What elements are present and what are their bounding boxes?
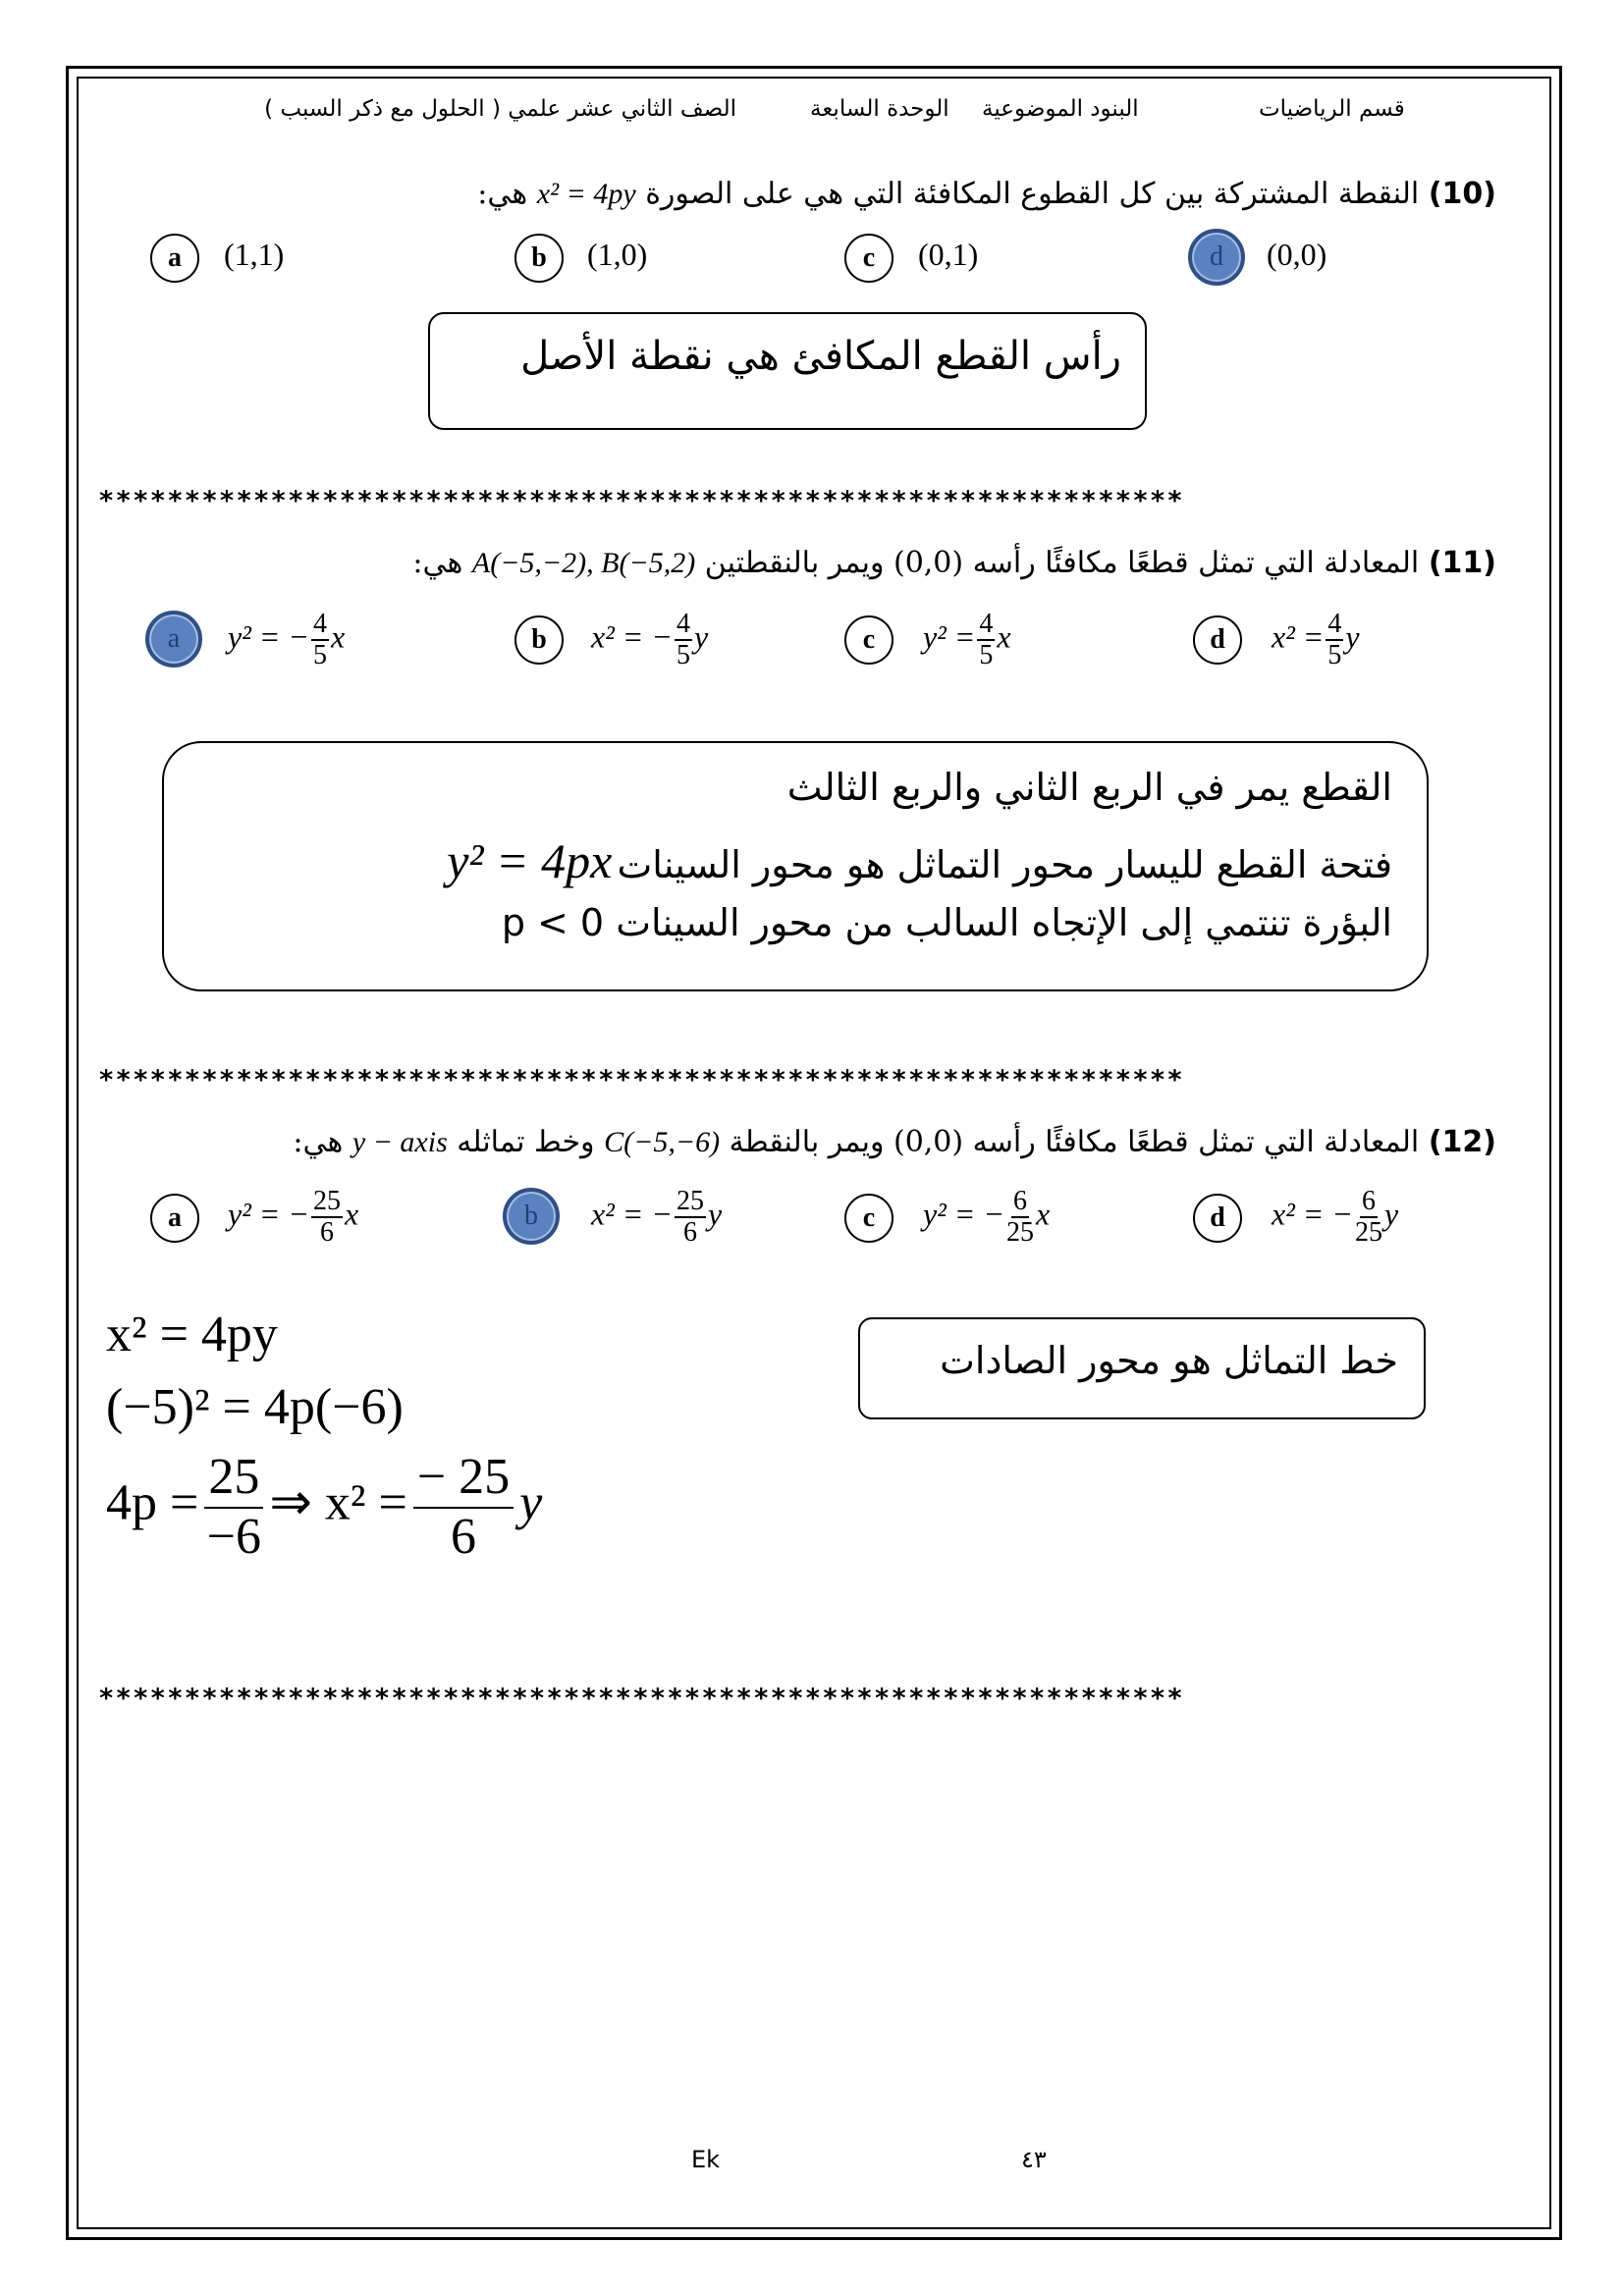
eq-lhs: y² = − xyxy=(228,618,309,655)
eq-var: y xyxy=(1383,1196,1399,1232)
eq-var: y xyxy=(707,1196,723,1232)
option-c-circle[interactable]: c xyxy=(844,615,893,665)
header-grade-note xyxy=(226,96,736,122)
eq-var: y xyxy=(1345,618,1360,655)
question-tail: هي: xyxy=(412,546,463,580)
option-d-equation xyxy=(1272,611,1360,669)
separator-2: *************************************************************** xyxy=(98,1065,1184,1095)
option-a-circle-selected[interactable]: a xyxy=(145,611,202,667)
option-d-value: (0,0) xyxy=(1267,237,1327,272)
question-point: C(−5,−6) xyxy=(604,1126,721,1158)
question-axis: y − axis xyxy=(352,1126,448,1158)
option-b-equation xyxy=(591,1188,722,1247)
option-d-circle[interactable]: d xyxy=(1193,615,1242,665)
option-d-equation xyxy=(1272,1188,1398,1247)
frac-den: 5 xyxy=(979,640,994,670)
eq-lhs: x² = − xyxy=(591,618,673,655)
frac-den: 6 xyxy=(682,1217,697,1248)
question-text: النقطة المشتركة بين كل القطوع المكافئة التي هي على الصورة xyxy=(645,177,1420,211)
option-a-value: (1,1) xyxy=(224,237,285,272)
frac-num: 25 xyxy=(312,1186,341,1216)
frac-num: 4 xyxy=(1327,609,1342,639)
question-text2: وخط تماثله xyxy=(457,1125,595,1159)
eq-lhs: x² = − xyxy=(1272,1196,1353,1232)
question-number: (11) xyxy=(1428,546,1496,580)
frac-num: 4 xyxy=(676,609,690,639)
question-tail: هي: xyxy=(293,1125,344,1159)
frac-num: 6 xyxy=(1361,1186,1376,1216)
eq-lhs: x² = xyxy=(1272,618,1325,655)
option-c-circle[interactable]: c xyxy=(844,234,893,283)
work-frac2-num: − 25 xyxy=(413,1451,514,1509)
work-line3-var: y xyxy=(519,1474,543,1531)
option-a-equation xyxy=(228,611,345,669)
option-c-equation xyxy=(923,611,1011,669)
question-11 xyxy=(412,546,1496,580)
explanation-12-text: خط التماثل هو محور الصادات xyxy=(940,1339,1398,1382)
option-c-equation xyxy=(923,1188,1050,1247)
option-a-circle[interactable]: a xyxy=(150,234,199,283)
header-items: البنود الموضوعية xyxy=(982,96,1139,122)
work-line-3 xyxy=(106,1451,542,1564)
header-department: قسم الرياضيات xyxy=(1259,96,1405,122)
header-note: ( الحلول مع ذكر السبب ) xyxy=(264,96,501,122)
work-frac1-num: 25 xyxy=(204,1451,263,1509)
explanation-11-line1: القطع يمر في الربع الثاني والربع الثالث xyxy=(786,766,1392,809)
option-b-equation xyxy=(591,611,708,669)
frac-num: 6 xyxy=(1012,1186,1027,1216)
eq-var: x xyxy=(997,618,1011,655)
eq-var: x xyxy=(344,1196,359,1232)
option-b-circle[interactable]: b xyxy=(514,234,564,283)
question-text: المعادلة التي تمثل قطعًا مكافئًا رأسه (0,0) ويمر بالنقطتين xyxy=(704,546,1420,580)
eq-var: x xyxy=(330,618,346,655)
question-tail: هي: xyxy=(477,177,528,211)
eq-var: x xyxy=(1035,1196,1051,1232)
work-frac2-den: 6 xyxy=(450,1508,476,1565)
frac-den: 5 xyxy=(676,640,690,670)
footer-left: Ek xyxy=(691,2146,721,2173)
eq-lhs: x² = − xyxy=(591,1196,673,1232)
explanation-11-line3: البؤرة تنتمي إلى الإتجاه السالب من محور السينات p < 0 xyxy=(501,901,1392,944)
frac-num: 25 xyxy=(676,1186,704,1216)
option-b-circle[interactable]: b xyxy=(514,615,564,665)
eq-lhs: y² = xyxy=(923,618,976,655)
option-d-circle[interactable]: d xyxy=(1193,1194,1242,1243)
page-number: ٤٣ xyxy=(1021,2146,1047,2173)
question-equation: x² = 4py xyxy=(536,178,636,210)
explanation-11-line2-eq: y² = 4px xyxy=(447,833,613,888)
explanation-10-text: رأس القطع المكافئ هي نقطة الأصل xyxy=(520,334,1121,379)
work-line-1: x² = 4py xyxy=(106,1307,278,1362)
frac-den: 25 xyxy=(1005,1217,1034,1248)
option-d-circle-selected[interactable]: d xyxy=(1188,229,1245,286)
eq-lhs: y² = − xyxy=(228,1196,309,1232)
question-number: (10) xyxy=(1428,177,1496,211)
option-c-value: (0,1) xyxy=(918,237,979,272)
work-line3-mid: ⇒ x² = xyxy=(269,1474,407,1531)
question-number: (12) xyxy=(1428,1125,1496,1159)
frac-den: 5 xyxy=(1327,640,1342,670)
explanation-11-line2 xyxy=(447,832,1392,889)
header-grade: الصف الثاني عشر علمي xyxy=(508,96,736,122)
eq-lhs: y² = − xyxy=(923,1196,1004,1232)
option-b-value: (1,0) xyxy=(587,237,648,272)
option-a-circle[interactable]: a xyxy=(150,1194,199,1243)
frac-den: 5 xyxy=(312,640,327,670)
separator-1: *************************************************************** xyxy=(98,486,1184,516)
option-b-circle-selected[interactable]: b xyxy=(503,1188,560,1245)
frac-num: 4 xyxy=(979,609,994,639)
option-c-circle[interactable]: c xyxy=(844,1194,893,1243)
question-text: المعادلة التي تمثل قطعًا مكافئًا رأسه (0,0) ويمر بالنقطة xyxy=(729,1125,1420,1159)
frac-num: 4 xyxy=(312,609,327,639)
frac-den: 25 xyxy=(1354,1217,1382,1248)
explanation-11-line2-text: فتحة القطع لليسار محور التماثل هو محور السينات xyxy=(617,843,1392,886)
question-12 xyxy=(293,1125,1496,1159)
question-points: A(−5,−2), B(−5,2) xyxy=(471,547,696,579)
header-unit: الوحدة السابعة xyxy=(810,96,949,122)
eq-var: y xyxy=(693,618,709,655)
question-10 xyxy=(477,177,1496,211)
work-line3-lhs: 4p = xyxy=(106,1474,199,1531)
separator-3: *************************************************************** xyxy=(98,1683,1184,1714)
option-a-equation xyxy=(228,1188,358,1247)
work-frac1-den: −6 xyxy=(206,1508,261,1565)
work-line-2: (−5)² = 4p(−6) xyxy=(106,1379,404,1435)
frac-den: 6 xyxy=(319,1217,334,1248)
